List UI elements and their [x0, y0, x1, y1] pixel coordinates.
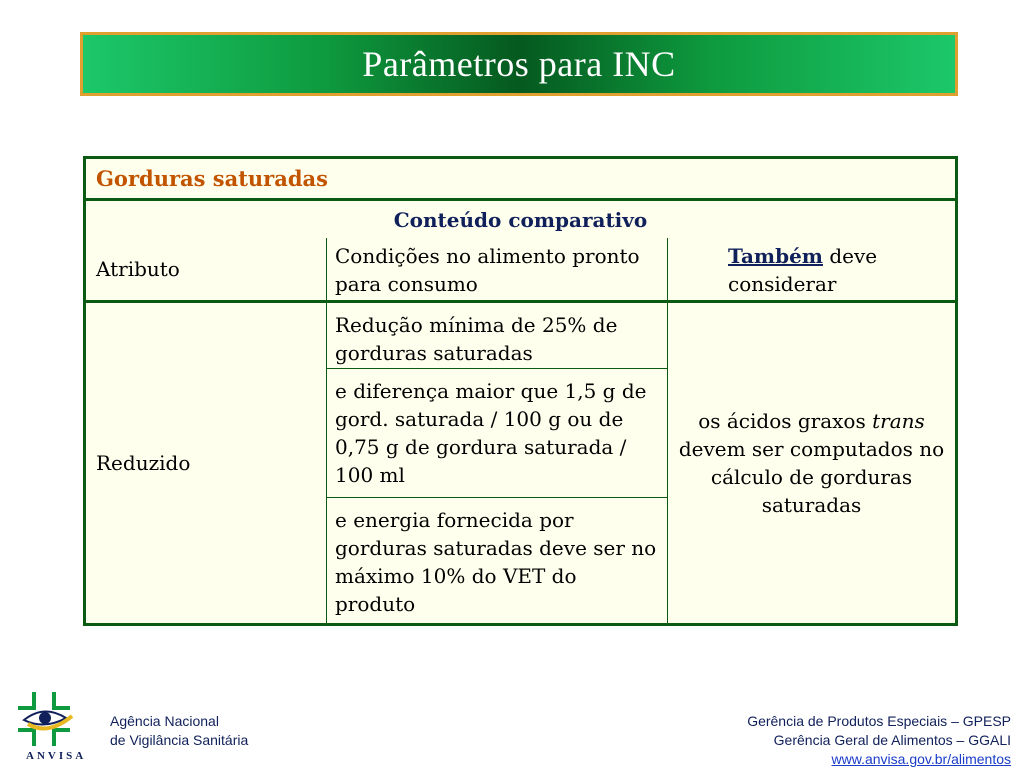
agency-line-2: de Vigilância Sanitária [110, 732, 249, 748]
note-pre: os ácidos graxos [698, 409, 873, 433]
condition-2: e diferença maior que 1,5 g de gord. saturada / 100 g ou de 0,75 g de gordura saturada / 100 ml [327, 369, 667, 498]
eye-icon [24, 711, 72, 728]
reduced-row [86, 303, 955, 623]
agency-name [110, 712, 248, 750]
note-post: devem ser computados no cálculo de gorduras saturadas [678, 437, 945, 517]
also-rest: deve considerar [728, 244, 878, 296]
comparative-row [86, 201, 955, 238]
condition-1: Redução mínima de 25% de gorduras saturadas [327, 303, 667, 369]
agency-line-1: Agência Nacional [110, 713, 219, 729]
management-info [747, 712, 1011, 769]
logo-text: ANVISA [26, 750, 87, 762]
table-header: Gorduras saturadas [96, 166, 328, 191]
condition-3: e energia fornecida por gorduras saturadas deve ser no máximo 10% do VET do produto [335, 508, 657, 616]
comparative-label: Conteúdo comparativo [393, 207, 648, 232]
attribute-label: Atributo [96, 257, 180, 281]
title-banner [80, 32, 958, 96]
attribute-header-row [86, 238, 955, 303]
attribute-value: Reduzido [96, 451, 191, 475]
note-italic: trans [872, 409, 925, 433]
parameters-table [83, 156, 958, 626]
management-line-2: Gerência Geral de Alimentos – GGALI [773, 732, 1011, 748]
management-line-1: Gerência de Produtos Especiais – GPESP [747, 713, 1011, 729]
alimentos-link[interactable]: www.anvisa.gov.br/alimentos [831, 751, 1011, 767]
conditions-column [326, 303, 668, 623]
trans-fat-note [668, 303, 955, 623]
page-title: Parâmetros para INC [362, 44, 676, 84]
table-header-row [86, 159, 955, 201]
also-bold: Também [728, 244, 823, 268]
also-consider-cell [668, 238, 955, 300]
conditions-label: Condições no alimento pronto para consumo [326, 238, 668, 300]
